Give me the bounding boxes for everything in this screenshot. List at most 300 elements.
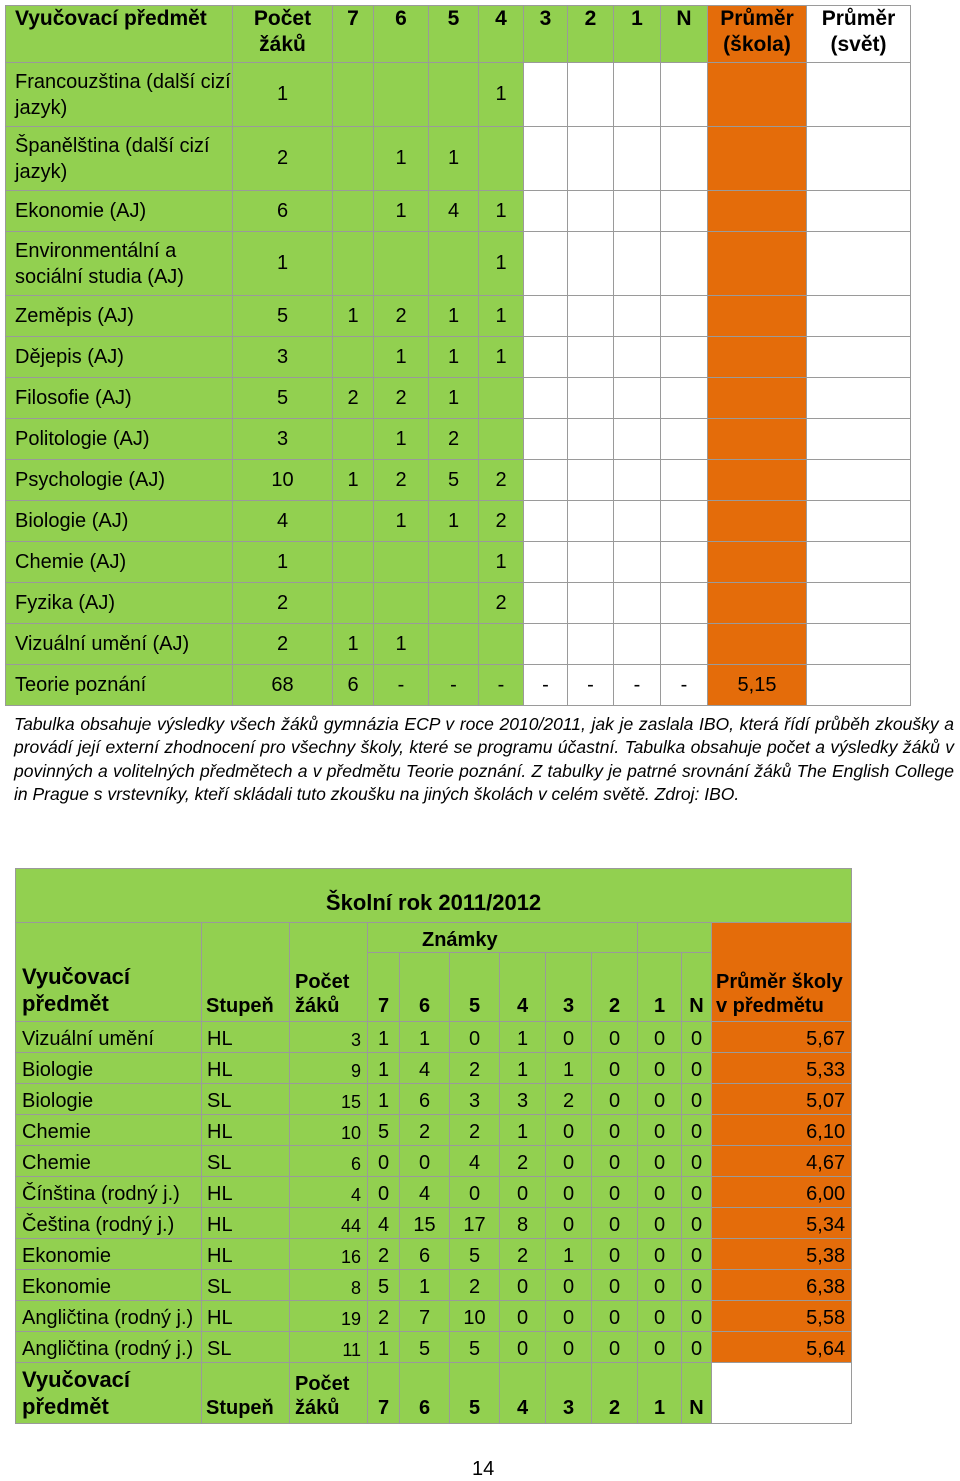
table-row — [16, 1301, 852, 1332]
row-grade-7: 1 — [368, 1084, 400, 1115]
cell-1 — [333, 419, 374, 460]
cell-1 — [333, 232, 374, 296]
row-grade-4: 2 — [500, 1239, 546, 1270]
row-grade-2: 0 — [592, 1239, 638, 1270]
table-row — [6, 337, 911, 378]
row-grade-n: 0 — [682, 1332, 712, 1363]
row-grade-1: 0 — [638, 1270, 682, 1301]
cell-2: 2 — [374, 460, 429, 501]
cell-2 — [374, 583, 429, 624]
row-grade-n: 0 — [682, 1084, 712, 1115]
row-subject: Ekonomie (AJ) — [6, 191, 233, 232]
row-grade-5: 2 — [450, 1115, 500, 1146]
cell-3: 1 — [429, 337, 479, 378]
cell-3: 2 — [429, 419, 479, 460]
cell-8 — [661, 337, 708, 378]
row-subject: Angličtina (rodný j.) — [16, 1332, 202, 1363]
row-grade-2: 0 — [592, 1146, 638, 1177]
row-grade-3: 0 — [546, 1177, 592, 1208]
cell-2: 1 — [374, 127, 429, 191]
header-grade-6: 6 — [374, 6, 429, 63]
cell-8 — [661, 191, 708, 232]
cell-5 — [524, 191, 568, 232]
cell-2: - — [374, 665, 429, 706]
header-grade-n: N — [661, 6, 708, 63]
row-subject: Ekonomie — [16, 1239, 202, 1270]
row-avg-school — [708, 337, 807, 378]
cell-0: 1 — [233, 542, 333, 583]
results-table-2011-2012 — [15, 868, 852, 1424]
row-subject: Chemie — [16, 1146, 202, 1177]
cell-8 — [661, 63, 708, 127]
cell-1: 2 — [333, 378, 374, 419]
table-row — [6, 542, 911, 583]
row-count: 9 — [290, 1053, 368, 1084]
header-row — [16, 923, 852, 953]
row-avg-world — [807, 665, 911, 706]
row-grade-6: 1 — [400, 1270, 450, 1301]
table-row — [16, 1084, 852, 1115]
row-grade-2: 0 — [592, 1177, 638, 1208]
row-grade-2: 0 — [592, 1270, 638, 1301]
row-avg-world — [807, 296, 911, 337]
cell-1: 1 — [333, 296, 374, 337]
school-year-title: Školní rok 2011/2012 — [16, 869, 852, 923]
row-avg-world — [807, 501, 911, 542]
cell-1 — [333, 337, 374, 378]
cell-1 — [333, 542, 374, 583]
header-avg-school: Průměr (škola) — [708, 6, 807, 63]
cell-3 — [429, 583, 479, 624]
row-grade-n: 0 — [682, 1022, 712, 1053]
table-row — [16, 1115, 852, 1146]
cell-3: 1 — [429, 296, 479, 337]
header-grade-5: 5 — [429, 6, 479, 63]
table-row — [16, 1332, 852, 1363]
cell-6 — [568, 460, 614, 501]
cell-4: 1 — [479, 337, 524, 378]
cell-5 — [524, 583, 568, 624]
header-grade-3: 3 — [546, 953, 592, 1022]
row-grade-6: 7 — [400, 1301, 450, 1332]
cell-7 — [614, 419, 661, 460]
row-grade-6: 6 — [400, 1239, 450, 1270]
row-count: 8 — [290, 1270, 368, 1301]
cell-7 — [614, 583, 661, 624]
row-grade-1: 0 — [638, 1084, 682, 1115]
row-grade-7: 1 — [368, 1022, 400, 1053]
row-grade-3: 2 — [546, 1084, 592, 1115]
row-grade-n: 0 — [682, 1146, 712, 1177]
row-grade-1: 0 — [638, 1146, 682, 1177]
footer-students: Počet žáků — [290, 1363, 368, 1424]
row-avg-world — [807, 624, 911, 665]
row-avg: 5,67 — [712, 1022, 852, 1053]
row-avg-world — [807, 337, 911, 378]
row-avg: 5,64 — [712, 1332, 852, 1363]
row-subject: Chemie (AJ) — [6, 542, 233, 583]
cell-6 — [568, 419, 614, 460]
row-grade-5: 4 — [450, 1146, 500, 1177]
cell-4 — [479, 378, 524, 419]
row-avg: 5,38 — [712, 1239, 852, 1270]
cell-0: 1 — [233, 63, 333, 127]
row-avg-world — [807, 583, 911, 624]
row-subject: Filosofie (AJ) — [6, 378, 233, 419]
cell-0: 4 — [233, 501, 333, 542]
footer-grade-3: 3 — [546, 1363, 592, 1424]
row-grade-3: 0 — [546, 1208, 592, 1239]
cell-3: 4 — [429, 191, 479, 232]
cell-8 — [661, 378, 708, 419]
cell-7 — [614, 232, 661, 296]
cell-2 — [374, 232, 429, 296]
cell-1 — [333, 127, 374, 191]
row-subject: Francouzština (další cizí jazyk) — [6, 63, 233, 127]
row-grade-5: 2 — [450, 1270, 500, 1301]
row-level: SL — [202, 1084, 290, 1115]
row-subject: Vizuální umění — [16, 1022, 202, 1053]
row-count: 4 — [290, 1177, 368, 1208]
row-subject: Fyzika (AJ) — [6, 583, 233, 624]
row-grade-7: 2 — [368, 1239, 400, 1270]
row-avg-world — [807, 542, 911, 583]
cell-3: 5 — [429, 460, 479, 501]
row-subject: Čínština (rodný j.) — [16, 1177, 202, 1208]
header-grade-1: 1 — [614, 6, 661, 63]
cell-6 — [568, 127, 614, 191]
header-students: Počet žáků — [290, 923, 368, 1022]
row-grade-6: 2 — [400, 1115, 450, 1146]
table-row — [6, 232, 911, 296]
cell-5 — [524, 460, 568, 501]
table-row — [6, 583, 911, 624]
row-level: SL — [202, 1270, 290, 1301]
cell-2: 2 — [374, 378, 429, 419]
row-grade-n: 0 — [682, 1301, 712, 1332]
cell-0: 68 — [233, 665, 333, 706]
cell-8 — [661, 542, 708, 583]
header-grade-7: 7 — [368, 953, 400, 1022]
row-grade-5: 0 — [450, 1177, 500, 1208]
row-grade-6: 5 — [400, 1332, 450, 1363]
row-grade-3: 0 — [546, 1146, 592, 1177]
cell-0: 5 — [233, 378, 333, 419]
cell-0: 1 — [233, 232, 333, 296]
table-header-row — [6, 6, 911, 63]
cell-4 — [479, 624, 524, 665]
cell-3 — [429, 542, 479, 583]
row-avg: 5,07 — [712, 1084, 852, 1115]
row-subject: Psychologie (AJ) — [6, 460, 233, 501]
row-subject: Biologie — [16, 1053, 202, 1084]
footer-grade-n: N — [682, 1363, 712, 1424]
row-avg-school — [708, 501, 807, 542]
cell-2: 2 — [374, 296, 429, 337]
cell-6 — [568, 378, 614, 419]
row-avg-world — [807, 63, 911, 127]
row-avg: 5,34 — [712, 1208, 852, 1239]
cell-0: 3 — [233, 337, 333, 378]
row-avg-world — [807, 419, 911, 460]
table-row — [6, 63, 911, 127]
row-grade-7: 1 — [368, 1053, 400, 1084]
cell-6 — [568, 63, 614, 127]
row-level: HL — [202, 1208, 290, 1239]
cell-7 — [614, 296, 661, 337]
results-table-2010-2011 — [5, 5, 911, 706]
row-grade-7: 5 — [368, 1270, 400, 1301]
row-avg-school — [708, 191, 807, 232]
header-grade-n: N — [682, 953, 712, 1022]
row-grade-3: 0 — [546, 1301, 592, 1332]
row-grade-6: 15 — [400, 1208, 450, 1239]
header-grade-2: 2 — [592, 953, 638, 1022]
cell-5 — [524, 542, 568, 583]
page-number: 14 — [472, 1458, 495, 1480]
row-grade-5: 5 — [450, 1332, 500, 1363]
table-caption — [14, 713, 954, 807]
row-avg-world — [807, 460, 911, 501]
header-grade-5: 5 — [450, 953, 500, 1022]
row-subject: Environmentální a sociální studia (AJ) — [6, 232, 233, 296]
row-grade-1: 0 — [638, 1301, 682, 1332]
cell-8 — [661, 232, 708, 296]
cell-0: 6 — [233, 191, 333, 232]
header-grade-4: 4 — [500, 953, 546, 1022]
row-subject: Španělština (další cizí jazyk) — [6, 127, 233, 191]
cell-4: 1 — [479, 296, 524, 337]
row-grade-6: 6 — [400, 1084, 450, 1115]
cell-7 — [614, 337, 661, 378]
header-grade-6: 6 — [400, 953, 450, 1022]
row-grade-6: 0 — [400, 1146, 450, 1177]
table-row — [6, 665, 911, 706]
row-subject: Dějepis (AJ) — [6, 337, 233, 378]
cell-6 — [568, 191, 614, 232]
row-avg-school — [708, 624, 807, 665]
cell-5 — [524, 63, 568, 127]
row-grade-2: 0 — [592, 1208, 638, 1239]
cell-6 — [568, 296, 614, 337]
cell-7 — [614, 624, 661, 665]
cell-5 — [524, 232, 568, 296]
cell-4: 1 — [479, 191, 524, 232]
row-count: 19 — [290, 1301, 368, 1332]
cell-1 — [333, 63, 374, 127]
cell-3: 1 — [429, 501, 479, 542]
row-level: HL — [202, 1115, 290, 1146]
cell-7 — [614, 127, 661, 191]
table-row — [16, 1239, 852, 1270]
table-row — [6, 127, 911, 191]
cell-8 — [661, 127, 708, 191]
cell-7: - — [614, 665, 661, 706]
cell-8 — [661, 624, 708, 665]
cell-5 — [524, 127, 568, 191]
footer-level: Stupeň — [202, 1363, 290, 1424]
row-grade-3: 0 — [546, 1332, 592, 1363]
cell-5 — [524, 296, 568, 337]
cell-1 — [333, 583, 374, 624]
row-avg: 6,00 — [712, 1177, 852, 1208]
table-row — [6, 378, 911, 419]
row-count: 15 — [290, 1084, 368, 1115]
table-row — [16, 1146, 852, 1177]
cell-5: - — [524, 665, 568, 706]
cell-4: 2 — [479, 460, 524, 501]
row-count: 44 — [290, 1208, 368, 1239]
cell-6 — [568, 337, 614, 378]
footer-grade-6: 6 — [400, 1363, 450, 1424]
row-grade-5: 5 — [450, 1239, 500, 1270]
cell-0: 2 — [233, 624, 333, 665]
cell-2: 1 — [374, 624, 429, 665]
footer-grade-2: 2 — [592, 1363, 638, 1424]
cell-2: 1 — [374, 337, 429, 378]
cell-0: 2 — [233, 127, 333, 191]
row-grade-1: 0 — [638, 1239, 682, 1270]
row-avg-world — [807, 127, 911, 191]
row-grade-2: 0 — [592, 1053, 638, 1084]
row-grade-2: 0 — [592, 1115, 638, 1146]
cell-0: 10 — [233, 460, 333, 501]
row-count: 11 — [290, 1332, 368, 1363]
row-grade-3: 0 — [546, 1115, 592, 1146]
table-row — [16, 1208, 852, 1239]
row-grade-6: 4 — [400, 1177, 450, 1208]
cell-6 — [568, 583, 614, 624]
caption-text: Tabulka obsahuje výsledky všech žáků gymnázia ECP v roce 2010/2011, jak je zaslala IBO, která řídí průběh zkoušky a provádí její externí zhodnocení pro všechny školy, které se programu účastní. Tabulka obsahuje počet a výsledky žáků v povinných a volitelných předmětech a v předmětu Teorie poznání. Z tabulky je patrné srovnání žáků The English College in Prague s vrstevníky, kteří skládali tuto zkoušku na jiných školách v celém světě. Zdroj: IBO. — [14, 714, 954, 805]
row-grade-3: 0 — [546, 1270, 592, 1301]
cell-8 — [661, 501, 708, 542]
cell-5 — [524, 337, 568, 378]
header-students: Počet žáků — [233, 6, 333, 63]
row-grade-6: 1 — [400, 1022, 450, 1053]
cell-6 — [568, 624, 614, 665]
cell-3: 1 — [429, 378, 479, 419]
row-grade-5: 10 — [450, 1301, 500, 1332]
row-grade-2: 0 — [592, 1332, 638, 1363]
cell-7 — [614, 378, 661, 419]
row-subject: Teorie poznání — [6, 665, 233, 706]
cell-7 — [614, 191, 661, 232]
footer-grade-1: 1 — [638, 1363, 682, 1424]
row-grade-3: 1 — [546, 1053, 592, 1084]
row-grade-4: 0 — [500, 1270, 546, 1301]
row-avg-school — [708, 542, 807, 583]
row-grade-5: 2 — [450, 1053, 500, 1084]
cell-7 — [614, 501, 661, 542]
row-subject: Biologie (AJ) — [6, 501, 233, 542]
row-subject: Ekonomie — [16, 1270, 202, 1301]
row-grade-4: 3 — [500, 1084, 546, 1115]
cell-1: 1 — [333, 624, 374, 665]
row-avg: 6,38 — [712, 1270, 852, 1301]
cell-5 — [524, 624, 568, 665]
cell-3: 1 — [429, 127, 479, 191]
row-grade-3: 0 — [546, 1022, 592, 1053]
row-level: HL — [202, 1239, 290, 1270]
header-level: Stupeň — [202, 923, 290, 1022]
cell-6 — [568, 542, 614, 583]
row-grade-n: 0 — [682, 1177, 712, 1208]
cell-3 — [429, 63, 479, 127]
cell-1 — [333, 501, 374, 542]
cell-4: 1 — [479, 542, 524, 583]
row-grade-4: 1 — [500, 1022, 546, 1053]
cell-4: 2 — [479, 501, 524, 542]
row-avg-school — [708, 127, 807, 191]
footer-row — [16, 1363, 852, 1424]
row-grade-5: 17 — [450, 1208, 500, 1239]
cell-1: 6 — [333, 665, 374, 706]
row-level: HL — [202, 1301, 290, 1332]
row-avg: 5,58 — [712, 1301, 852, 1332]
row-avg: 6,10 — [712, 1115, 852, 1146]
cell-8 — [661, 419, 708, 460]
row-avg-school — [708, 232, 807, 296]
row-grade-7: 0 — [368, 1146, 400, 1177]
cell-2 — [374, 542, 429, 583]
row-grade-4: 2 — [500, 1146, 546, 1177]
cell-2: 1 — [374, 419, 429, 460]
header-grade-1: 1 — [638, 953, 682, 1022]
row-subject: Chemie — [16, 1115, 202, 1146]
cell-0: 5 — [233, 296, 333, 337]
row-grade-3: 1 — [546, 1239, 592, 1270]
footer-grade-5: 5 — [450, 1363, 500, 1424]
row-grade-4: 8 — [500, 1208, 546, 1239]
row-grade-7: 5 — [368, 1115, 400, 1146]
cell-2: 1 — [374, 191, 429, 232]
row-grade-2: 0 — [592, 1084, 638, 1115]
row-grade-n: 0 — [682, 1239, 712, 1270]
row-grade-4: 1 — [500, 1115, 546, 1146]
row-grade-1: 0 — [638, 1177, 682, 1208]
cell-5 — [524, 501, 568, 542]
header-grade-7: 7 — [333, 6, 374, 63]
row-avg-world — [807, 232, 911, 296]
row-level: HL — [202, 1022, 290, 1053]
row-avg: 5,33 — [712, 1053, 852, 1084]
row-grade-4: 0 — [500, 1301, 546, 1332]
row-grade-n: 0 — [682, 1053, 712, 1084]
cell-6 — [568, 232, 614, 296]
header-grades-group: Známky — [368, 923, 638, 953]
title-row — [16, 869, 852, 923]
row-grade-n: 0 — [682, 1270, 712, 1301]
cell-4 — [479, 419, 524, 460]
table-row — [6, 624, 911, 665]
cell-5 — [524, 378, 568, 419]
row-grade-5: 3 — [450, 1084, 500, 1115]
cell-7 — [614, 542, 661, 583]
cell-3 — [429, 232, 479, 296]
row-grade-4: 0 — [500, 1332, 546, 1363]
footer-avg — [712, 1363, 852, 1424]
row-grade-1: 0 — [638, 1053, 682, 1084]
table-row — [6, 419, 911, 460]
header-avg: Průměr školy v předmětu — [712, 923, 852, 1022]
row-grade-1: 0 — [638, 1332, 682, 1363]
row-grade-n: 0 — [682, 1115, 712, 1146]
cell-8: - — [661, 665, 708, 706]
row-avg-school — [708, 583, 807, 624]
row-subject: Angličtina (rodný j.) — [16, 1301, 202, 1332]
row-avg-school — [708, 460, 807, 501]
row-grade-1: 0 — [638, 1115, 682, 1146]
